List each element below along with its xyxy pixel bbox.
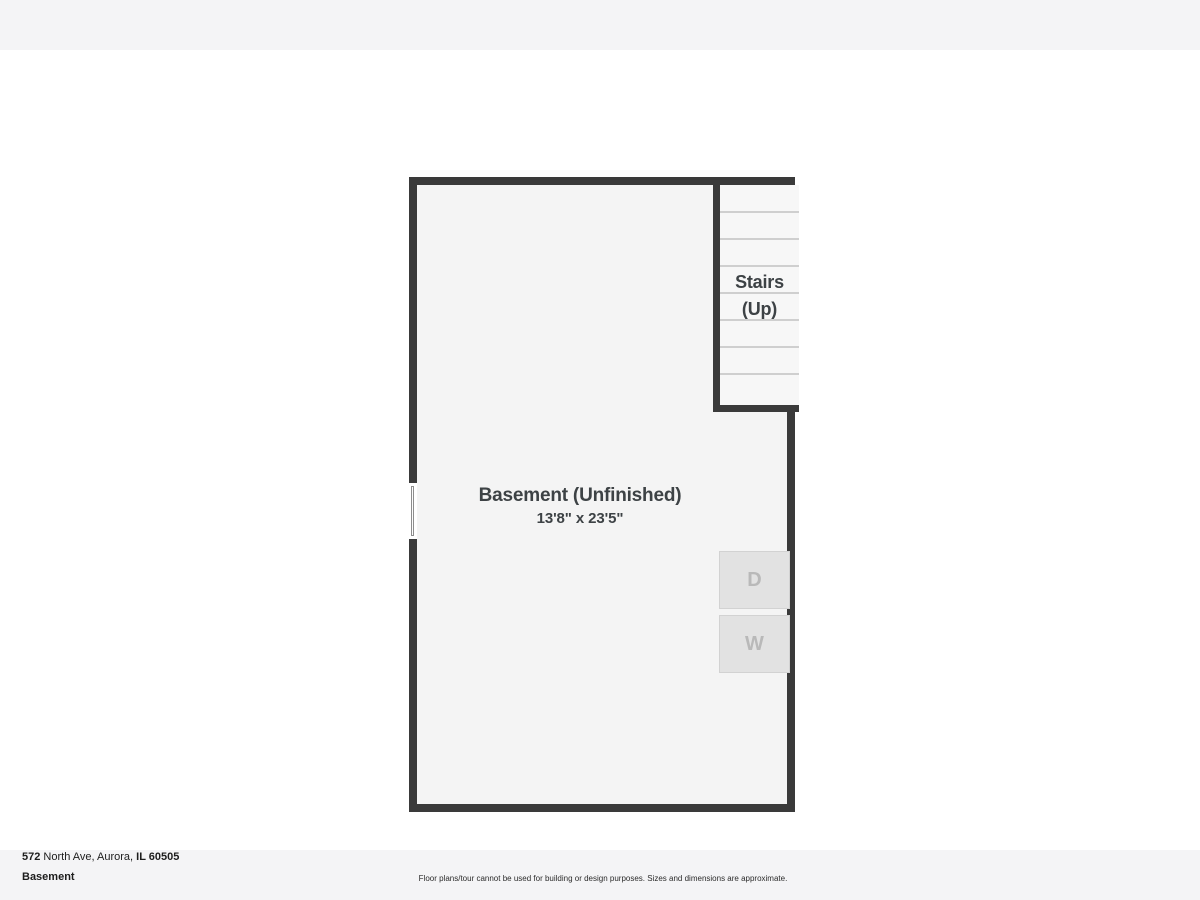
address-number: 572 [22, 851, 41, 863]
floorplan-canvas [0, 50, 1200, 883]
address-street: North Ave, Aurora, [40, 851, 137, 863]
stairs-label-line1: Stairs [735, 272, 784, 292]
floorplan-outline [409, 177, 795, 812]
stair-step [720, 265, 799, 267]
window-icon [409, 480, 417, 542]
stair-step [720, 211, 799, 213]
stairs-area [720, 185, 799, 405]
stairs-label-line2: (Up) [741, 299, 778, 319]
stair-step [720, 373, 799, 375]
room-dimensions: 13'8" x 23'5" [536, 510, 624, 527]
washer-icon: W [719, 615, 790, 673]
interior-wall-horizontal [713, 405, 799, 412]
floor-label: Basement [22, 871, 75, 883]
address-state-zip: IL 60505 [136, 851, 180, 863]
interior-wall-vertical [713, 185, 720, 412]
stairs-label [720, 269, 799, 323]
stair-step [720, 238, 799, 240]
dryer-icon: D [719, 551, 790, 609]
room-name: Basement (Unfinished) [478, 485, 682, 506]
property-address [22, 851, 179, 863]
room-label-basement [435, 485, 725, 527]
stair-step [720, 346, 799, 348]
disclaimer-text: Floor plans/tour cannot be used for building or design purposes. Sizes and dimensions are approximate. [418, 874, 788, 883]
